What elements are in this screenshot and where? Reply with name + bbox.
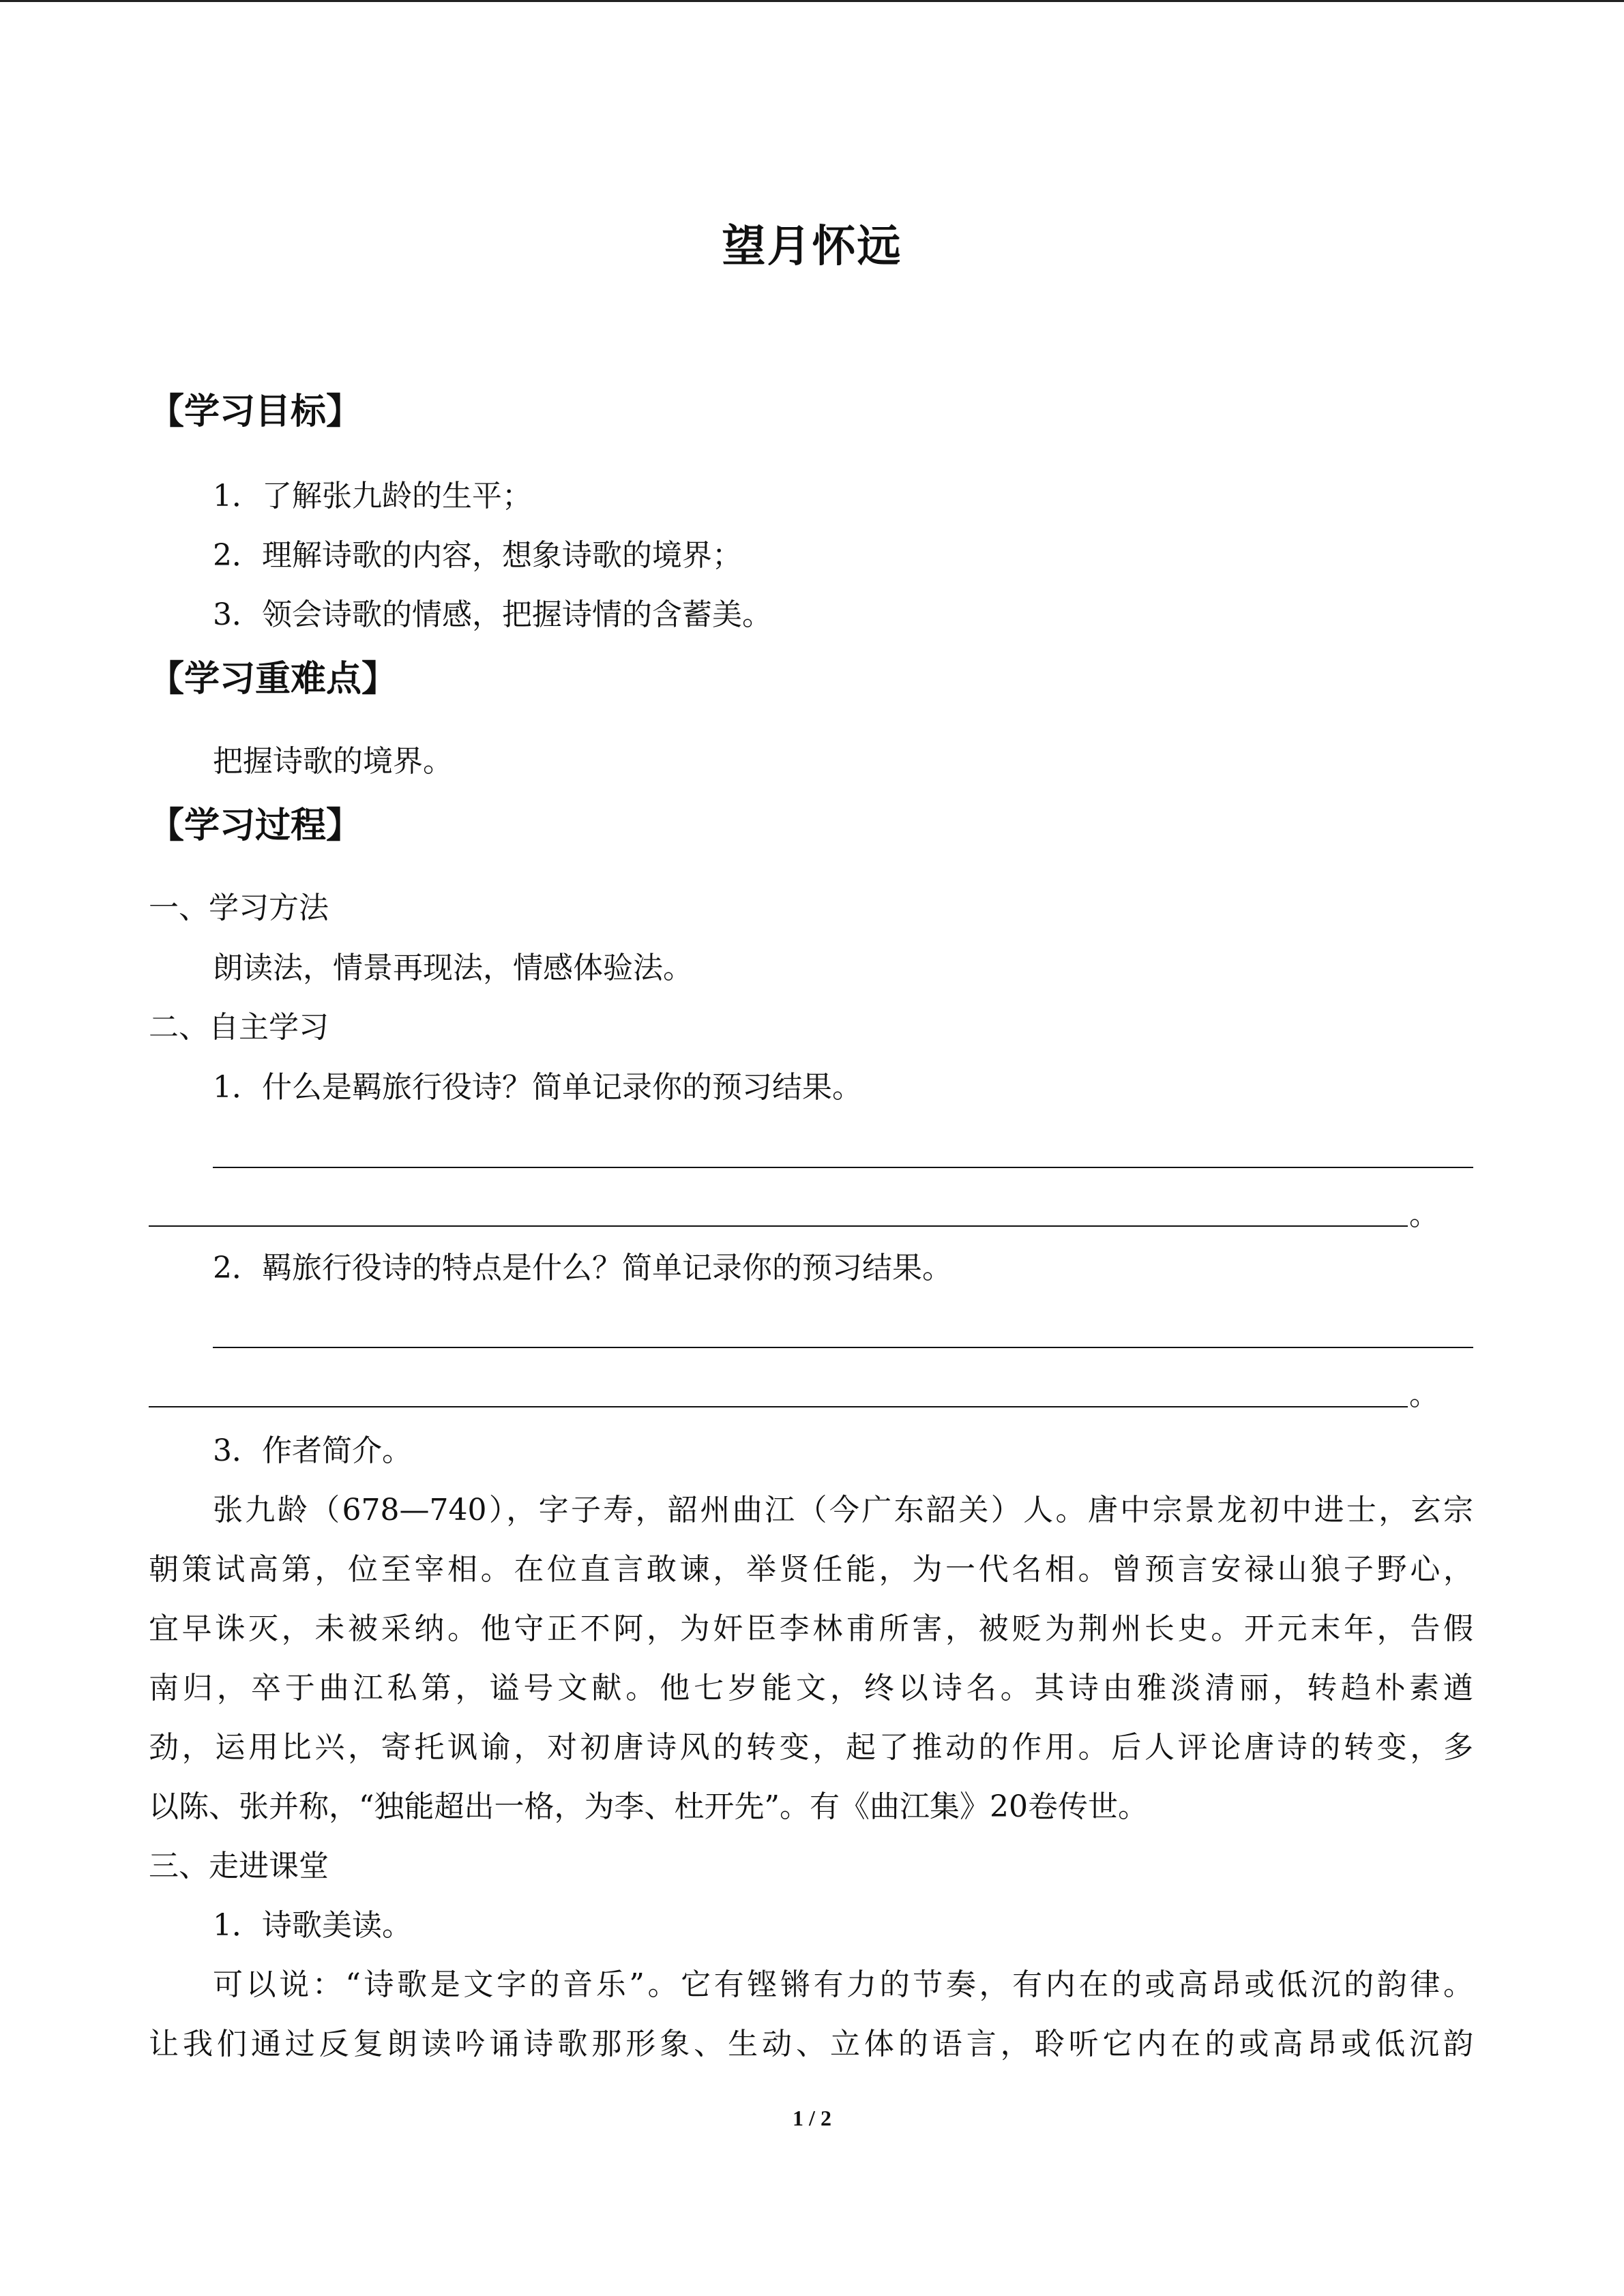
answer-line-1a[interactable] (213, 1167, 1473, 1168)
key-points-heading: 【学习重难点】 (149, 659, 398, 700)
question-2: 2．羁旅行役诗的特点是什么？简单记录你的预习结果。 (213, 1251, 952, 1285)
page-number: 1 / 2 (793, 2106, 831, 2130)
answer-period: 。 (1409, 1377, 1439, 1412)
document-title: 望月怀远 (722, 222, 902, 272)
author-paragraph-line: 南归，卒于曲江私第，谥号文献。他七岁能文，终以诗名。其诗由雅淡清丽，转趋朴素遒 (149, 1671, 1473, 1705)
classroom-item-1: 1．诗歌美读。 (213, 1908, 412, 1943)
question-1: 1．什么是羁旅行役诗？简单记录你的预习结果。 (213, 1070, 862, 1105)
answer-line-1b[interactable] (149, 1225, 1408, 1227)
answer-line-2b[interactable] (149, 1406, 1408, 1407)
goal-item: 3．领会诗歌的情感，把握诗情的含蓄美。 (213, 597, 772, 632)
goals-heading: 【学习目标】 (149, 391, 362, 432)
top-border (0, 0, 1624, 2)
goal-item: 1．了解张九龄的生平； (213, 479, 532, 513)
methods-text: 朗读法，情景再现法，情感体验法。 (213, 951, 693, 985)
author-paragraph-line: 宜早诛灭，未被采纳。他守正不阿，为奸臣李林甫所害，被贬为荆州长史。开元末年，告假 (149, 1611, 1473, 1646)
section-title-methods: 一、学习方法 (149, 891, 329, 925)
author-paragraph-line: 劲，运用比兴，寄托讽谕，对初唐诗风的转变，起了推动的作用。后人评论唐诗的转变，多 (149, 1730, 1473, 1765)
answer-period: 。 (1409, 1197, 1439, 1232)
process-heading: 【学习过程】 (149, 805, 362, 846)
author-paragraph-line: 张九龄（678—740），字子寿，韶州曲江（今广东韶关）人。唐中宗景龙初中进士，玄宗 (213, 1493, 1473, 1527)
author-paragraph-line: 朝策试高第，位至宰相。在位直言敢谏，举贤任能，为一代名相。曾预言安禄山狼子野心， (149, 1552, 1473, 1587)
question-3: 3．作者简介。 (213, 1433, 412, 1468)
section-title-classroom: 三、走进课堂 (149, 1849, 329, 1883)
goal-item: 2．理解诗歌的内容，想象诗歌的境界； (213, 538, 742, 573)
key-points-text: 把握诗歌的境界。 (213, 744, 453, 779)
section-title-self-study: 二、自主学习 (149, 1010, 329, 1045)
reading-paragraph-line: 可以说：“诗歌是文字的音乐”。它有铿锵有力的节奏，有内在的或高昂或低沉的韵律。 (213, 1967, 1473, 2002)
author-paragraph-line: 以陈、张并称，“独能超出一格，为李、杜开先”。有《曲江集》20卷传世。 (149, 1789, 1148, 1824)
reading-paragraph-line: 让我们通过反复朗读吟诵诗歌那形象、生动、立体的语言，聆听它内在的或高昂或低沉韵 (149, 2027, 1473, 2061)
answer-line-2a[interactable] (213, 1347, 1473, 1348)
